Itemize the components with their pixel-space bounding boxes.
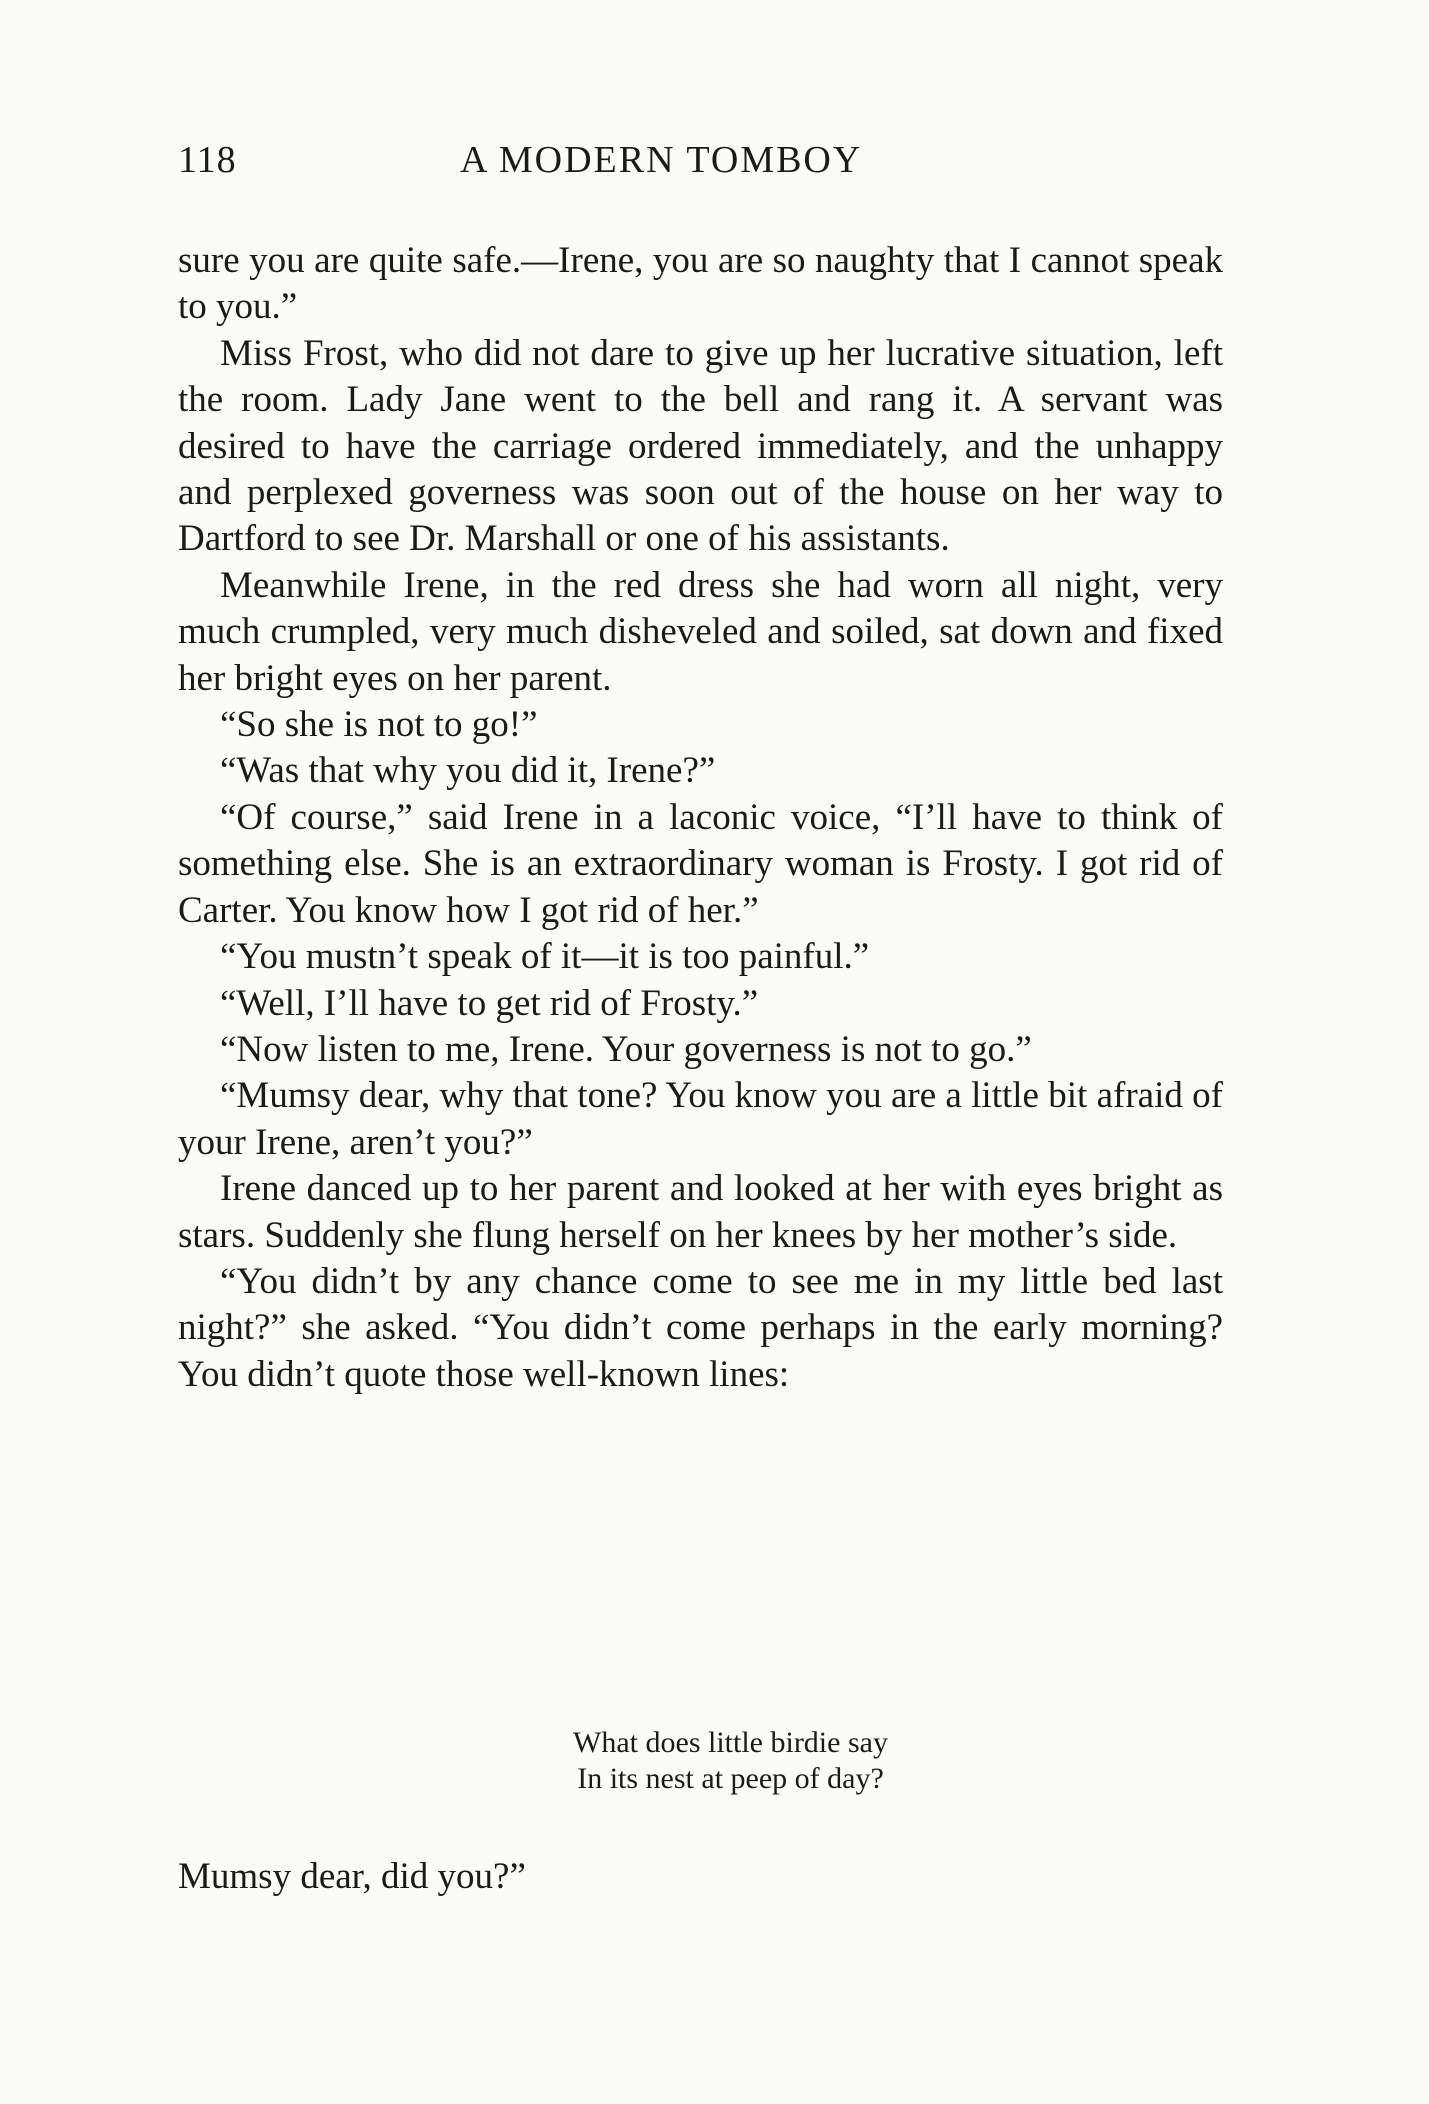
- body-text: [178, 238, 1223, 1398]
- paragraph: “Now listen to me, Irene. Your governess is not to go.”: [220, 1028, 1032, 1070]
- paragraph: sure you are quite safe.—Irene, you are so naughty that I cannot speak to you.”: [178, 240, 1223, 328]
- verse-line: What does little birdie say: [573, 1726, 888, 1759]
- page-number: 118: [178, 139, 237, 181]
- paragraph: “Of course,” said Irene in a laconic voice, “I’ll have to think of something else. She is an extraordinary woman is Frosty. I got rid of Carter. You know how I got rid of her.”: [178, 796, 1223, 931]
- paragraph: Irene danced up to her parent and looked at her with eyes bright as stars. Suddenly she flung herself on her knees by her mother’s side.: [178, 1168, 1223, 1256]
- paragraph: “So she is not to go!”: [220, 704, 538, 746]
- paragraph: “Was that why you did it, Irene?”: [220, 750, 716, 792]
- verse-quote: [178, 1725, 1223, 1797]
- paragraph: “Well, I’ll have to get rid of Frosty.”: [220, 982, 759, 1024]
- paragraph: Meanwhile Irene, in the red dress she had worn all night, very much crumpled, very much disheveled and soiled, sat down and fixed her bright eyes on her parent.: [178, 564, 1223, 699]
- closing-line: Mumsy dear, did you?”: [178, 1856, 526, 1897]
- paragraph: “Mumsy dear, why that tone? You know you are a little bit afraid of your Irene, aren’t you?”: [178, 1075, 1223, 1163]
- paragraph: “You mustn’t speak of it—it is too painful.”: [220, 936, 870, 978]
- book-title: A MODERN TOMBOY: [460, 139, 863, 181]
- running-head: [178, 138, 1223, 188]
- paragraph: Miss Frost, who did not dare to give up her lucrative situation, left the room. Lady Jane went to the bell and rang it. A servant was desired to have the carriage ordered immediately, and the unhappy and perplexed governess was soon out of the house on her way to Dartford to see Dr. Marshall or one of his assistants.: [178, 332, 1223, 560]
- paragraph: “You didn’t by any chance come to see me in my little bed last night?” she asked. “You didn’t come perhaps in the early morning? You didn’t quote those well-known lines:: [178, 1260, 1223, 1395]
- verse-line: In its nest at peep of day?: [577, 1762, 884, 1795]
